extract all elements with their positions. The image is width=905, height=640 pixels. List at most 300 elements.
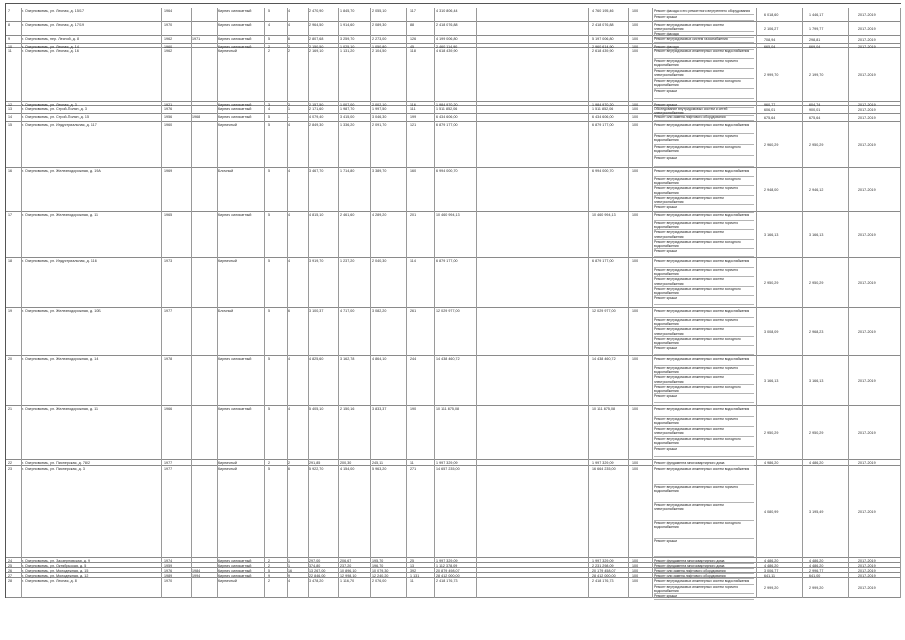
cell-v2: 3 166,13 bbox=[809, 233, 824, 237]
column-divider bbox=[161, 36, 162, 44]
work-item: Ремонт внутридомовых инженерных систем водоснабжения bbox=[654, 123, 754, 134]
table-row bbox=[6, 114, 901, 122]
work-item: Ремонт внутридомовых инженерных систем электроснабжения bbox=[654, 277, 754, 286]
column-divider bbox=[434, 114, 435, 122]
cell-v2: 4 486,20 bbox=[809, 564, 824, 568]
cell-sum: 20 879 498,07 bbox=[436, 569, 460, 573]
cell-n: 27 bbox=[8, 574, 13, 578]
column-divider bbox=[756, 122, 757, 168]
column-divider bbox=[588, 48, 589, 102]
cell-ent: 1 bbox=[288, 559, 291, 563]
cell-sum: 6 879 177,00 bbox=[436, 259, 458, 263]
cell-v1: 960,77 bbox=[764, 103, 776, 107]
cell-pr: 100 bbox=[632, 407, 639, 411]
cell-fl: 4 bbox=[268, 107, 271, 111]
cell-v2: 1 799,77 bbox=[809, 27, 824, 31]
column-divider bbox=[628, 114, 629, 122]
column-divider bbox=[802, 308, 803, 356]
cell-v1: 3 008,09 bbox=[764, 330, 779, 334]
cell-res: 271 bbox=[410, 467, 417, 471]
column-divider bbox=[406, 168, 407, 212]
works-list bbox=[654, 467, 754, 557]
column-divider bbox=[756, 212, 757, 258]
cell-a1: 4 825,60 bbox=[309, 357, 324, 361]
cell-a3: 2 040,30 bbox=[372, 259, 387, 263]
cell-year: 1966 bbox=[164, 407, 173, 411]
cell-v1: 4 986,20 bbox=[764, 461, 779, 465]
cell-sum: 1 997 329,09 bbox=[436, 559, 458, 563]
work-item: Ремонт внутридомовых инженерных систем электроснабжения bbox=[654, 23, 754, 32]
column-divider bbox=[406, 114, 407, 122]
column-divider bbox=[802, 258, 803, 308]
cell-yr: 2017-2019 bbox=[858, 116, 876, 120]
cell-v1: 641,11 bbox=[764, 574, 776, 578]
table-row bbox=[6, 578, 901, 598]
column-divider bbox=[756, 356, 757, 406]
cell-n: 24 bbox=[8, 559, 13, 563]
column-divider bbox=[848, 466, 849, 558]
column-divider bbox=[264, 48, 265, 102]
cell-addr: г. Озерновсемь, пер. Лесной, д. 8 bbox=[22, 37, 80, 41]
cell-v2: 2 950,29 bbox=[809, 143, 824, 147]
column-divider bbox=[802, 122, 803, 168]
column-divider bbox=[191, 212, 192, 258]
cell-addr: г. Озерновсемь, ул. Октябрьская, д. 5 bbox=[22, 564, 87, 568]
work-item: Ремонт внутридомовых инженерных систем холодного водоснабжения bbox=[654, 521, 754, 539]
column-divider bbox=[588, 466, 589, 558]
cell-a1: 2 157,50 bbox=[309, 103, 324, 107]
cell-year: 1989 bbox=[164, 574, 173, 578]
column-divider bbox=[161, 168, 162, 212]
column-divider bbox=[652, 114, 653, 122]
cell-ent: 4 bbox=[288, 169, 291, 173]
column-divider bbox=[191, 356, 192, 406]
cell-ent: 2 bbox=[288, 103, 291, 107]
cell-a3: 3 082,20 bbox=[372, 309, 387, 313]
column-divider bbox=[370, 466, 371, 558]
column-divider bbox=[588, 258, 589, 308]
cell-fl: 2 bbox=[268, 45, 271, 49]
cell-n: 21 bbox=[8, 407, 13, 411]
column-divider bbox=[406, 466, 407, 558]
cell-v2: 2 996,77 bbox=[809, 569, 824, 573]
column-divider bbox=[756, 114, 757, 122]
column-divider bbox=[191, 258, 192, 308]
cell-sum: 4 618 439,90 bbox=[436, 49, 458, 53]
column-divider bbox=[370, 122, 371, 168]
cell-sum: 10 111 875,08 bbox=[436, 407, 460, 411]
cell-res: 190 bbox=[410, 407, 417, 411]
column-divider bbox=[900, 466, 901, 558]
cell-v1: 2 999,20 bbox=[764, 586, 779, 590]
column-divider bbox=[848, 106, 849, 114]
column-divider bbox=[21, 356, 22, 406]
cell-a3: 2 055,10 bbox=[372, 9, 387, 13]
works-list bbox=[654, 309, 754, 355]
column-divider bbox=[628, 106, 629, 114]
column-divider bbox=[406, 308, 407, 356]
cell-a2: 4 154,00 bbox=[340, 467, 355, 471]
column-divider bbox=[191, 578, 192, 598]
column-divider bbox=[848, 406, 849, 460]
cell-a3: 195,70 bbox=[372, 559, 384, 563]
cell-y2: 1994 bbox=[192, 574, 201, 578]
cell-a2: 3 259,70 bbox=[340, 37, 355, 41]
cell-sum2: 1 984 970,20 bbox=[592, 103, 614, 107]
cell-res: 201 bbox=[410, 213, 417, 217]
cell-v2: 2 946,12 bbox=[809, 188, 824, 192]
column-divider bbox=[588, 406, 589, 460]
column-divider bbox=[756, 258, 757, 308]
cell-a2: 10 896,10 bbox=[340, 569, 357, 573]
work-item: Ремонт внутридомовых инженерных систем холодного водоснабжения bbox=[654, 337, 754, 346]
cell-sum2: 1 997 329,09 bbox=[592, 559, 614, 563]
cell-v1: 6 018,60 bbox=[764, 13, 779, 17]
column-divider bbox=[652, 36, 653, 44]
column-divider bbox=[338, 122, 339, 168]
cell-ent: 4 bbox=[288, 213, 291, 217]
cell-sum: 2 418 176,73 bbox=[436, 579, 458, 583]
cell-v1: 3 006,77 bbox=[764, 569, 779, 573]
cell-pr: 100 bbox=[632, 49, 639, 53]
column-divider bbox=[652, 466, 653, 558]
column-divider bbox=[434, 22, 435, 36]
work-item: Ремонт внутридомовых инженерных систем горячего водоснабжения bbox=[654, 268, 754, 277]
cell-mat: Кирпич силикатный bbox=[218, 564, 252, 568]
work-item: Ремонт внутридомовых инженерных систем водоснабжения bbox=[654, 309, 754, 318]
cell-a2: 1 025,10 bbox=[340, 45, 355, 49]
column-divider bbox=[287, 466, 288, 558]
cell-sum2: 16 664 235,00 bbox=[592, 467, 616, 471]
cell-res: 116 bbox=[410, 103, 416, 107]
column-divider bbox=[21, 406, 22, 460]
column-divider bbox=[191, 22, 192, 36]
column-divider bbox=[652, 212, 653, 258]
cell-v1: 2 950,29 bbox=[764, 431, 779, 435]
works-list bbox=[654, 123, 754, 167]
cell-res: 1 131 bbox=[410, 574, 420, 578]
cell-pr: 100 bbox=[632, 259, 639, 263]
work-item: Ремонт внутридомовых инженерных систем водоснабжения bbox=[654, 259, 754, 268]
works-list bbox=[654, 407, 754, 457]
cell-yr: 2017-2019 bbox=[858, 233, 876, 237]
column-divider bbox=[370, 212, 371, 258]
cell-res: 111 bbox=[410, 107, 416, 111]
cell-a1: 2 849,30 bbox=[309, 123, 324, 127]
cell-mat: Кирпич силикатный bbox=[218, 115, 252, 119]
cell-v1: 2 999,70 bbox=[764, 73, 779, 77]
column-divider bbox=[802, 114, 803, 122]
cell-mat: Кирпичный bbox=[218, 579, 237, 583]
column-divider bbox=[628, 8, 629, 22]
cell-year: 1956 bbox=[164, 115, 173, 119]
cell-fl: 5 bbox=[268, 37, 271, 41]
cell-y2: 1984 bbox=[192, 569, 201, 573]
cell-ent: 4 bbox=[288, 407, 291, 411]
cell-a1: 291,85 bbox=[309, 461, 321, 465]
cell-v1: 2 950,29 bbox=[764, 281, 779, 285]
column-divider bbox=[434, 578, 435, 598]
column-divider bbox=[900, 212, 901, 258]
cell-ent: 1 bbox=[288, 107, 291, 111]
cell-fl: 5 bbox=[268, 9, 271, 13]
cell-ent: 2 bbox=[288, 461, 291, 465]
column-divider bbox=[476, 36, 477, 44]
cell-yr: 2017-2019 bbox=[858, 13, 876, 17]
column-divider bbox=[756, 168, 757, 212]
cell-v2: 3 166,13 bbox=[809, 379, 824, 383]
work-item: Ремонт фасада и его ремонтного внутреннего оборудования bbox=[654, 9, 754, 15]
cell-fl: 2 bbox=[268, 564, 271, 568]
cell-yr: 2017-2019 bbox=[858, 188, 876, 192]
column-divider bbox=[900, 168, 901, 212]
cell-addr: г. Озерновсемь, ул. Лесная, д. 15/17 bbox=[22, 9, 85, 13]
cell-year: 1962 bbox=[164, 49, 173, 53]
cell-a1: 4 815,10 bbox=[309, 213, 324, 217]
column-divider bbox=[217, 356, 218, 406]
cell-res: 199 bbox=[410, 115, 417, 119]
cell-year: 1960 bbox=[164, 123, 173, 127]
cell-a3: 4 289,20 bbox=[372, 213, 387, 217]
column-divider bbox=[900, 258, 901, 308]
cell-year: 1965 bbox=[164, 213, 173, 217]
cell-y2: 1971 bbox=[192, 37, 201, 41]
table-row bbox=[6, 122, 901, 168]
column-divider bbox=[756, 8, 757, 22]
column-divider bbox=[21, 122, 22, 168]
cell-sum: 1 984 970,20 bbox=[436, 103, 458, 107]
cell-fl: 5 bbox=[268, 169, 271, 173]
cell-res: 126 bbox=[410, 37, 417, 41]
cell-v1: 4 486,20 bbox=[764, 564, 779, 568]
cell-mat: Кирпичный bbox=[218, 467, 237, 471]
cell-a3: 1 997,50 bbox=[372, 107, 387, 111]
column-divider bbox=[476, 114, 477, 122]
column-divider bbox=[476, 8, 477, 22]
column-divider bbox=[338, 578, 339, 598]
work-item: Ремонт крыши bbox=[654, 447, 754, 457]
cell-a1: 3 100,37 bbox=[309, 309, 324, 313]
cell-v2: 298,81 bbox=[809, 38, 821, 42]
column-divider bbox=[588, 8, 589, 22]
work-item: Ремонт внутридомовых инженерных систем холодного водоснабжения bbox=[654, 145, 754, 156]
cell-a1: 5 922,70 bbox=[309, 467, 324, 471]
column-divider bbox=[756, 22, 757, 36]
column-divider bbox=[848, 22, 849, 36]
cell-addr: г. Озерновсемь, ул. Лесная, д. 17/19 bbox=[22, 23, 85, 27]
cell-yr: 2017-2019 bbox=[858, 73, 876, 77]
work-item: Ремонт фасада bbox=[654, 45, 754, 50]
column-divider bbox=[434, 168, 435, 212]
work-item: Ремонт внутридомовых инженерных систем холодного водоснабжения bbox=[654, 240, 754, 249]
cell-sum: 14 438 460,72 bbox=[436, 357, 460, 361]
cell-n: 28 bbox=[8, 579, 13, 583]
cell-mat: Кирпич силикатный bbox=[218, 107, 252, 111]
column-divider bbox=[802, 406, 803, 460]
column-divider bbox=[628, 168, 629, 212]
cell-a3: 1 050,80 bbox=[372, 45, 387, 49]
work-item: Ремонт внутридомовых инженерных систем горячего водоснабжения bbox=[654, 485, 754, 503]
column-divider bbox=[161, 308, 162, 356]
column-divider bbox=[217, 406, 218, 460]
cell-fl: 5 bbox=[268, 569, 271, 573]
cell-mat: Кирпич силикатный bbox=[218, 45, 252, 49]
cell-ent: 6 bbox=[288, 37, 291, 41]
column-divider bbox=[434, 8, 435, 22]
column-divider bbox=[161, 22, 162, 36]
cell-mat: Блочный bbox=[218, 169, 234, 173]
column-divider bbox=[161, 48, 162, 102]
work-item: Ремонт внутридомовых инженерных систем водоснабжения bbox=[654, 49, 754, 59]
cell-ent: 4 bbox=[288, 357, 291, 361]
works-list bbox=[654, 37, 754, 43]
column-divider bbox=[287, 356, 288, 406]
cell-fl: 2 bbox=[268, 579, 271, 583]
cell-sum2: 6 879 177,00 bbox=[592, 259, 614, 263]
column-divider bbox=[476, 406, 477, 460]
cell-year: 1969 bbox=[164, 169, 173, 173]
cell-pr: 100 bbox=[632, 574, 639, 578]
column-divider bbox=[628, 48, 629, 102]
work-item: Ремонт крыши bbox=[654, 346, 754, 355]
work-item: Ремонт крыши bbox=[654, 249, 754, 257]
cell-n: 19 bbox=[8, 309, 13, 313]
cell-a3: 4 864,10 bbox=[372, 357, 387, 361]
work-item: Ремонт внутридомовых инженерных систем электроснабжения bbox=[654, 230, 754, 239]
cell-addr: г. Озерновсемь, ул. Молодежная, д. 15 bbox=[22, 569, 89, 573]
column-divider bbox=[848, 212, 849, 258]
column-divider bbox=[370, 36, 371, 44]
cell-res: 25 bbox=[410, 559, 415, 563]
cell-v2: 641,00 bbox=[809, 574, 821, 578]
work-item: Ремонт внутридомовых инженерных систем водоснабжения bbox=[654, 407, 754, 417]
work-item: Ремонт внутридомовых инженерных систем водоснабжения bbox=[654, 467, 754, 485]
column-divider bbox=[588, 578, 589, 598]
cell-v1: 665,04 bbox=[764, 45, 776, 49]
cell-fl: 5 bbox=[268, 259, 271, 263]
work-item: Ремонт внутридомовых инженерных систем водоснабжения bbox=[654, 213, 754, 221]
cell-n: 10 bbox=[8, 45, 13, 49]
column-divider bbox=[802, 8, 803, 22]
column-divider bbox=[406, 106, 407, 114]
cell-res: 160 bbox=[410, 169, 417, 173]
work-item: Ремонт внутридомовых инженерных систем электроснабжения bbox=[654, 375, 754, 384]
cell-addr: г. Озерновсемь, ул. Строй-Полян, д. 3 bbox=[22, 107, 87, 111]
cell-sum2: 14 438 460,72 bbox=[592, 357, 616, 361]
column-divider bbox=[21, 466, 22, 558]
column-divider bbox=[588, 356, 589, 406]
table-row bbox=[6, 48, 901, 102]
cell-pr: 100 bbox=[632, 45, 639, 49]
cell-mat: Блочный bbox=[218, 309, 234, 313]
column-divider bbox=[264, 212, 265, 258]
cell-sum2: 2 418 176,73 bbox=[592, 579, 614, 583]
cell-ent: 2 bbox=[288, 45, 291, 49]
column-divider bbox=[161, 212, 162, 258]
column-divider bbox=[191, 308, 192, 356]
cell-v2: 2 950,29 bbox=[809, 281, 824, 285]
column-divider bbox=[370, 106, 371, 114]
cell-mat: Кирпичный bbox=[218, 461, 237, 465]
cell-fl: 3 bbox=[268, 103, 271, 107]
column-divider bbox=[434, 466, 435, 558]
cell-ent: 4 bbox=[288, 9, 291, 13]
work-item: Ремонт крыши bbox=[654, 89, 754, 99]
cell-mat: Кирпичный bbox=[218, 259, 237, 263]
cell-year: 1960 bbox=[164, 45, 173, 49]
cell-ent: 9 bbox=[288, 574, 291, 578]
column-divider bbox=[217, 168, 218, 212]
column-divider bbox=[628, 212, 629, 258]
cell-n: 20 bbox=[8, 357, 13, 361]
column-divider bbox=[900, 22, 901, 36]
work-item: Ремонт крыши bbox=[654, 156, 754, 167]
work-item: Ремонт внутридомовых систем газоснабжения bbox=[654, 37, 754, 43]
column-divider bbox=[476, 168, 477, 212]
cell-yr: 2017-2019 bbox=[858, 586, 876, 590]
column-divider bbox=[191, 48, 192, 102]
cell-v1: 4 486,20 bbox=[764, 559, 779, 563]
work-item: Ремонт или замена лифтового оборудования bbox=[654, 569, 754, 574]
column-divider bbox=[264, 466, 265, 558]
cell-a2: 4 717,00 bbox=[340, 309, 355, 313]
cell-mat: Кирпич силикатный bbox=[218, 574, 252, 578]
column-divider bbox=[338, 106, 339, 114]
cell-pr: 100 bbox=[632, 107, 639, 111]
works-list bbox=[654, 9, 754, 21]
cell-pr: 100 bbox=[632, 461, 639, 465]
cell-v1: 3 166,13 bbox=[764, 233, 779, 237]
column-divider bbox=[802, 466, 803, 558]
work-item: Ремонт внутридомовых инженерных систем холодного водоснабжения bbox=[654, 177, 754, 186]
column-divider bbox=[588, 212, 589, 258]
column-divider bbox=[802, 356, 803, 406]
cell-a2: 12 998,10 bbox=[340, 574, 357, 578]
cell-a1: 3 478,20 bbox=[309, 579, 324, 583]
column-divider bbox=[434, 106, 435, 114]
column-divider bbox=[756, 466, 757, 558]
work-item: Ремонт крыши bbox=[654, 205, 754, 213]
work-item: Ремонт внутридомовых инженерных систем водоснабжения bbox=[654, 579, 754, 585]
column-divider bbox=[161, 122, 162, 168]
cell-res: 118 bbox=[410, 49, 416, 53]
cell-addr: г. Озерновсемь, ул. Лесная, д. 8 bbox=[22, 579, 77, 583]
column-divider bbox=[652, 48, 653, 102]
cell-a1: 2 964,50 bbox=[309, 23, 324, 27]
cell-mat: Кирпич силикатный bbox=[218, 569, 252, 573]
column-divider bbox=[370, 258, 371, 308]
cell-n: 11 bbox=[8, 49, 12, 53]
cell-sum: 28 412 000,00 bbox=[436, 574, 460, 578]
cell-a2: 237,20 bbox=[340, 564, 352, 568]
works-list bbox=[654, 259, 754, 305]
column-divider bbox=[434, 48, 435, 102]
column-divider bbox=[161, 356, 162, 406]
cell-fl: 5 bbox=[268, 407, 271, 411]
cell-mat: Кирпич силикатный bbox=[218, 559, 252, 563]
column-divider bbox=[191, 168, 192, 212]
table-row bbox=[6, 466, 901, 558]
cell-year: 1962 bbox=[164, 37, 173, 41]
column-divider bbox=[406, 8, 407, 22]
table-row bbox=[6, 212, 901, 258]
cell-year: 1964 bbox=[164, 9, 173, 13]
cell-a1: 22 846,00 bbox=[309, 574, 326, 578]
cell-sum: 2 418 076,88 bbox=[436, 23, 458, 27]
cell-a1: 2 150,50 bbox=[309, 45, 324, 49]
column-divider bbox=[21, 212, 22, 258]
work-item: Ремонт внутридомовых инженерных систем горячего водоснабжения bbox=[654, 318, 754, 327]
